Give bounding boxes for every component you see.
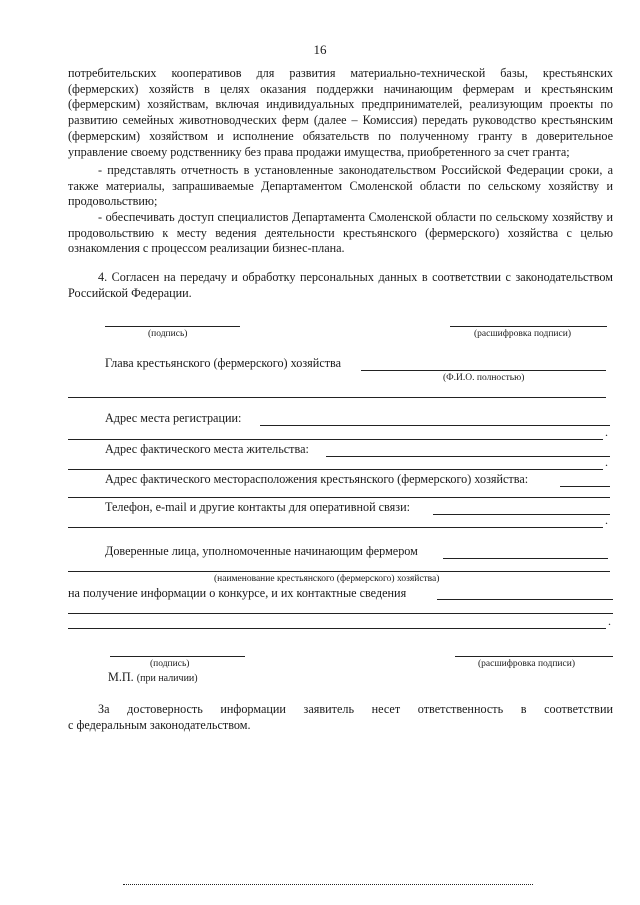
paragraph-consent: 4. Согласен на передачу и обработку персональных данных в соответствии с законодательством Российской Федерации.	[68, 270, 613, 300]
contacts-label: Телефон, e-mail и другие контакты для оперативной связи:	[105, 500, 410, 514]
trusted-label: Доверенные лица, уполномоченные начинающим фермером	[105, 544, 418, 558]
stamp-mark: М.П.	[108, 670, 134, 684]
head-name-line-2[interactable]	[68, 397, 606, 398]
stamp-note: (при наличии)	[136, 673, 198, 684]
trusted-info-line[interactable]	[437, 599, 613, 600]
signature-line[interactable]	[105, 326, 240, 327]
residence-line-2[interactable]	[68, 469, 603, 470]
final-statement-line-2: с федеральным законодательством.	[68, 718, 251, 732]
signature-decode-caption: (расшифровка подписи)	[474, 329, 571, 339]
head-name-line[interactable]	[361, 370, 606, 371]
farm-location-line-2[interactable]	[68, 497, 610, 498]
page-number: 16	[313, 42, 327, 57]
period: .	[605, 425, 608, 439]
residence-line[interactable]	[326, 456, 610, 457]
contacts-line[interactable]	[433, 514, 610, 515]
head-name-caption: (Ф.И.О. полностью)	[443, 373, 525, 383]
period: .	[608, 614, 611, 628]
trusted-line[interactable]	[443, 558, 608, 559]
trusted-info-label: на получение информации о конкурсе, и их контактные сведения	[68, 586, 407, 600]
period: .	[605, 455, 608, 469]
registration-line-2[interactable]	[68, 439, 603, 440]
footer-rule	[123, 884, 533, 885]
signature-caption-2: (подпись)	[150, 659, 190, 669]
trusted-name-line[interactable]	[68, 571, 610, 572]
final-statement-line-1: За достоверность информации заявитель несет ответственность в соответствии	[98, 702, 613, 716]
signature-caption: (подпись)	[148, 329, 188, 339]
farm-location-line[interactable]	[560, 486, 610, 487]
residence-label: Адрес фактического места жительства:	[105, 442, 309, 456]
farm-location-label: Адрес фактического месторасположения крестьянского (фермерского) хозяйства:	[105, 472, 529, 486]
signature-decode-line-2[interactable]	[455, 656, 613, 657]
period: .	[605, 513, 608, 527]
trusted-caption: (наименование крестьянского (фермерского) хозяйства)	[214, 574, 440, 584]
signature-decode-caption-2: (расшифровка подписи)	[478, 659, 575, 669]
signature-decode-line[interactable]	[450, 326, 607, 327]
paragraph-continuation: потребительских кооперативов для развития материально-технической базы, крестьянских (фермерских) хозяйств в целях оказания поддержки начинающим фермерам и крестьянским (фермерским) хозяйствам, включая индивидуальных предпринимателей, реализующим проекты по развитию семейных животноводческих ферм (далее – Комиссия) передать руководство крестьянским (фермерским) хозяйством и исполнение обязательств по полученному гранту в доверительное управление своему родственнику без права продажи имущества, приобретенного за счет гранта;	[68, 66, 613, 159]
paragraph-access: - обеспечивать доступ специалистов Департамента Смоленской области по сельскому хозяйству и продовольствию к месту ведения деятельности крестьянского (фермерского) хозяйства с целью ознакомления с процессом реализации бизнес-плана.	[68, 210, 613, 256]
trusted-info-line-3[interactable]	[68, 628, 606, 629]
registration-label: Адрес места регистрации:	[105, 411, 242, 425]
registration-line[interactable]	[260, 425, 610, 426]
paragraph-reporting: - представлять отчетность в установленные законодательством Российской Федерации сроки, а также материалы, запрашиваемые Департаментом Смоленской области по сельскому хозяйству и продовольствию;	[68, 163, 613, 209]
contacts-line-2[interactable]	[68, 527, 603, 528]
stamp-label	[108, 670, 198, 685]
head-label: Глава крестьянского (фермерского) хозяйства	[105, 356, 342, 370]
trusted-info-line-2[interactable]	[68, 613, 613, 614]
signature-line-2[interactable]	[110, 656, 245, 657]
